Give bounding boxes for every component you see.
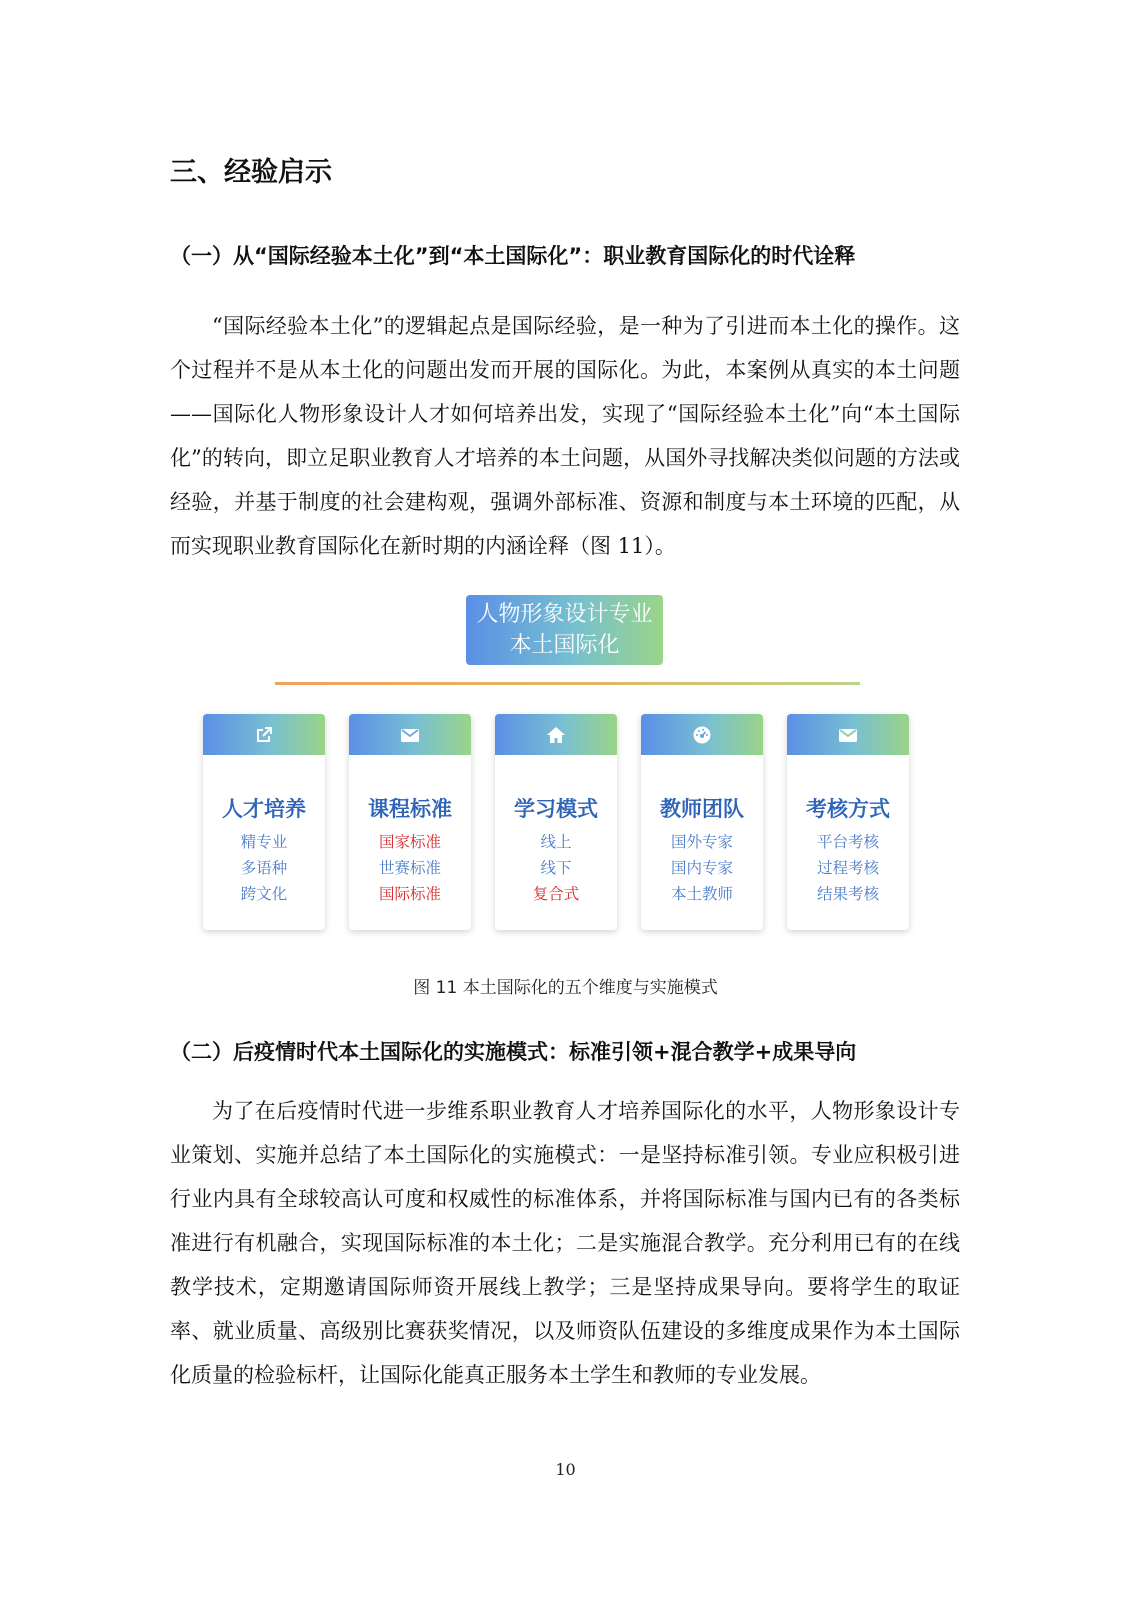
subsection-1-paragraph: “国际经验本土化”的逻辑起点是国际经验，是一种为了引进而本土化的操作。这个过程并不是从本土化的问题出发而开展的国际化。为此，本案例从真实的本土问题——国际化人物形象设计人才如何培养出发，实现了“国际经验本土化”向“本土国际化”的转向，即立足职业教育人才培养的本土问题，从国外寻找解决类似问题的方法或经验，并基于制度的社会建构观，强调外部标准、资源和制度与本土环境的匹配，从而实现职业教育国际化在新时期的内涵诠释（图 11）。 [170, 314, 960, 558]
card-header [495, 714, 617, 755]
card-item: 精专业 [240, 833, 288, 851]
card-item: 线下 [540, 859, 572, 877]
dimension-card-talent [203, 714, 325, 930]
envelope-icon [838, 725, 858, 745]
card-item: 复合式 [532, 885, 580, 903]
card-header [787, 714, 909, 755]
external-link-icon [254, 725, 274, 745]
envelope-icon [400, 725, 420, 745]
dashboard-icon [692, 725, 712, 745]
card-item: 世赛标准 [378, 859, 441, 877]
card-item: 国内专家 [670, 859, 733, 877]
figure-divider [275, 682, 860, 685]
page-number: 10 [555, 1460, 576, 1479]
card-item: 过程考核 [816, 859, 879, 877]
figure-header-line-2: 本土国际化 [509, 633, 620, 658]
subsection-1-title: （一）从“国际经验本土化”到“本土国际化”：职业教育国际化的时代诠释 [170, 244, 856, 268]
dimension-card-curriculum [349, 714, 471, 930]
card-title: 教师团队 [660, 797, 744, 821]
card-header [349, 714, 471, 755]
card-item: 结果考核 [816, 885, 879, 903]
card-header [641, 714, 763, 755]
card-item: 平台考核 [816, 833, 879, 851]
card-item: 多语种 [240, 859, 288, 877]
subsection-2-paragraph: 为了在后疫情时代进一步维系职业教育人才培养国际化的水平，人物形象设计专业策划、实施并总结了本土国际化的实施模式：一是坚持标准引领。专业应积极引进行业内具有全球较高认可度和权威性的标准体系，并将国际标准与国内已有的各类标准进行有机融合，实现国际标准的本土化；二是实施混合教学。充分利用已有的在线教学技术，定期邀请国际师资开展线上教学；三是坚持成果导向。要将学生的取证率、就业质量、高级别比赛获奖情况，以及师资队伍建设的多维度成果作为本土国际化质量的检验标杆，让国际化能真正服务本土学生和教师的专业发展。 [170, 1099, 960, 1387]
section-title: 三、经验启示 [170, 157, 332, 188]
card-header [203, 714, 325, 755]
card-item: 国家标准 [378, 833, 441, 851]
card-item: 本土教师 [670, 885, 733, 903]
card-item: 线上 [540, 833, 572, 851]
dimension-card-assessment [787, 714, 909, 930]
card-item: 跨文化 [240, 885, 288, 903]
figure-header-line-1: 人物形象设计专业 [476, 602, 653, 627]
card-title: 考核方式 [806, 797, 890, 821]
card-item: 国外专家 [670, 833, 733, 851]
card-item: 国际标准 [378, 885, 441, 903]
home-icon [546, 725, 566, 745]
card-title: 学习模式 [514, 797, 598, 821]
dimension-card-learning [495, 714, 617, 930]
subsection-2-title: （二）后疫情时代本土国际化的实施模式：标准引领+混合教学+成果导向 [170, 1040, 857, 1064]
card-title: 人才培养 [222, 797, 306, 821]
figure-caption: 图 11 本土国际化的五个维度与实施模式 [413, 978, 718, 998]
figure-header [466, 595, 663, 665]
dimension-card-teachers [641, 714, 763, 930]
card-title: 课程标准 [368, 797, 452, 821]
